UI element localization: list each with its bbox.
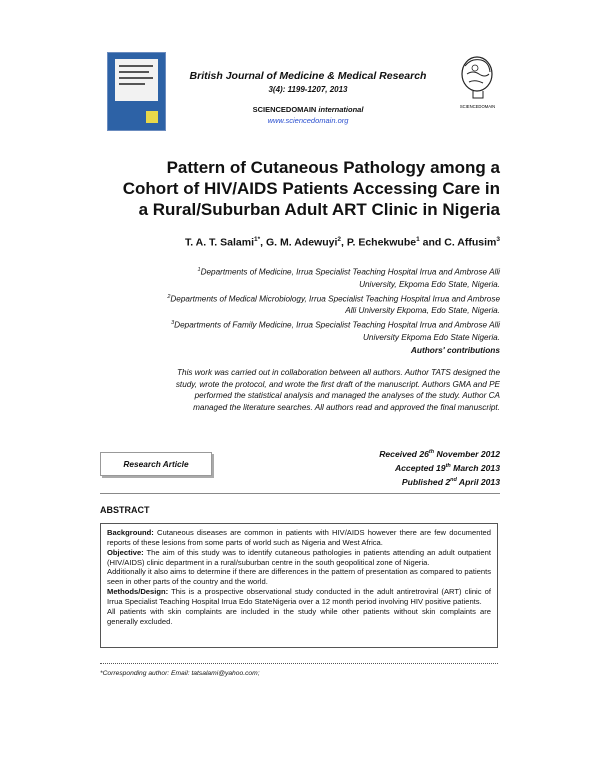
author: C. Affusim <box>444 236 497 249</box>
article-type-label: Research Article <box>123 459 189 469</box>
publisher-url[interactable]: www.sciencedomain.org <box>267 116 349 125</box>
contributions-text: This work was carried out in collaboration between all authors. Author TATS designed the study, wrote the protocol, and wrote the first draft of the manuscript. Authors GMA and PE performed the statistical analysis and managed the analyses of the study. Author CA managed the literature searches. All authors read and approved the final manuscript. <box>175 368 500 412</box>
publisher-name: SCIENCEDOMAIN international <box>252 105 364 114</box>
footnote-divider <box>100 663 498 664</box>
author: T. A. T. Salami <box>184 236 254 249</box>
abstract-methods: Methods/Design: This is a prospective observational study conducted in the adult antiretroviral (ART) clinic of Irrua Specialist Teaching Hospital Irrua Edo StateNigeria over a 12 month period involving HIV positive patients. <box>107 587 491 606</box>
received-date: Received 26th November 2012 <box>379 448 500 459</box>
journal-name: British Journal of Medicine & Medical Research <box>189 70 427 82</box>
abstract-objective: Objective: The aim of this study was to identify cutaneous pathologies in patients attending an adult outpatient (HIV/AIDS) clinic department in a rural/suburban centre in the south geopolitical zone of Nigeria. <box>107 547 491 567</box>
author: G. M. Adewuyi <box>266 236 338 249</box>
abstract-box <box>100 523 498 648</box>
contributions-heading: Authors' contributions <box>410 345 500 355</box>
affiliation-2: $^2$Departments of Medical Microbiology, Irrua Specialist Teaching Hospital Irrua and Ambrose <box>167 293 500 304</box>
corresponding-author-footnote: *Corresponding author: Email: tatsalami@yahoo.com; <box>100 670 260 677</box>
abstract-background: Background: Cutaneous diseases are common in patients with HIV/AIDS however there are few documented reports of these lesions from some parts of world such as Nigeria and West Africa. <box>107 528 491 547</box>
abstract-heading: ABSTRACT <box>100 505 150 515</box>
abstract-objective-2: Additionally it also aims to determine if there are differences in the pattern of presentation as compared to patients seen in other parts of the country and the world. <box>107 567 491 587</box>
paper-title: Pattern of Cutaneous Pathology among a Cohort of HIV/AIDS Patients Accessing Care in a Rural/Suburban Adult ART Clinic in Nigeria <box>122 158 500 219</box>
published-date: Published 2nd April 2013 <box>401 476 500 487</box>
journal-volume: 3(4): 1199-1207, 2013 <box>268 85 348 94</box>
author-list: T. A. T. Salami$^{1*}$, G. M. Adewuyi$^2$, P. Echekwube$^1$ and C. Affusim$^3$ <box>184 236 500 249</box>
logo-caption: SCIENCEDOMAIN <box>459 104 496 109</box>
accepted-date: Accepted 19th March 2013 <box>394 462 500 473</box>
article-dates <box>280 446 500 488</box>
author: P. Echekwube <box>346 236 417 249</box>
affiliations: $^1$Departments of Medicine, Irrua Specialist Teaching Hospital Irrua and Ambrose Alli University, Ekpoma Edo State, Nigeria. $^2$Departments of Medical Microbiology, Irrua Specialist Teaching Hospital Irrua and Ambrose Alli University Ekpoma, Edo State, Nigeria. $^3$Departments of Family Medicine, Irrua Specialist Teaching Hospital Irrua and Ambrose Alli University Ekpoma Edo State Nigeria. <box>80 264 500 344</box>
journal-cover-image <box>107 52 166 131</box>
abstract-methods-2: All patients with skin complaints are included in the study while other patients without skin complaints are generally excluded. <box>107 606 491 626</box>
cover-badge <box>146 111 158 123</box>
affiliation-3: $^3$Departments of Family Medicine, Irrua Specialist Teaching Hospital Irrua and Ambrose Alli <box>171 320 500 331</box>
cover-label <box>115 59 158 101</box>
article-type-box <box>100 452 212 476</box>
divider <box>100 493 500 494</box>
sciencedomain-logo <box>455 52 500 112</box>
affiliation-1: $^1$Departments of Medicine, Irrua Specialist Teaching Hospital Irrua and Ambrose Alli <box>197 267 500 277</box>
